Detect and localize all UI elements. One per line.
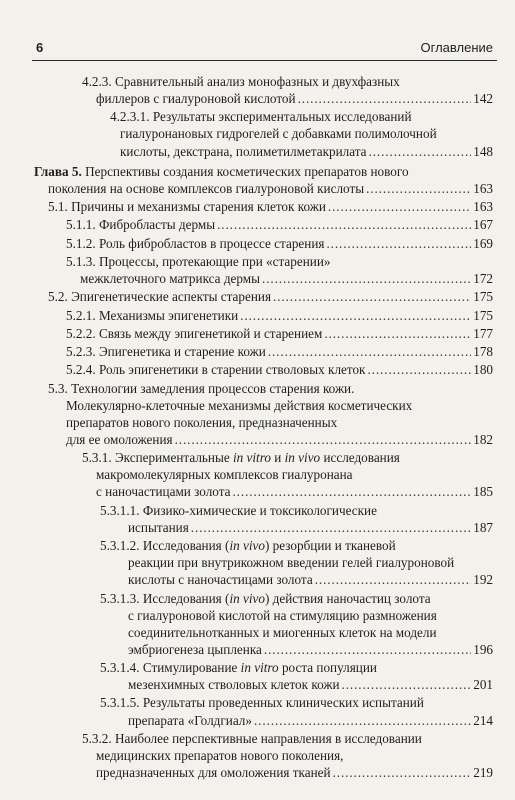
toc-entry-text: 5.1.3. Процессы, протекающие при «старении» xyxy=(66,253,331,269)
toc-entry xyxy=(110,108,493,159)
toc-entry-text: 5.3.1.3. Исследования (in vivo) действия наночастиц золота xyxy=(100,590,431,606)
toc-entry-text: кислоты с наночастицами золота xyxy=(128,572,313,588)
toc-entry-text: с гиалуроновой кислотой на стимуляцию размножения xyxy=(128,607,437,623)
toc-entry-text: 5.3.1.1. Физико-химические и токсикологические xyxy=(100,502,377,518)
dot-leader xyxy=(326,235,471,252)
toc-page-number: 187 xyxy=(473,519,493,535)
toc-entry-text: 5.1. Причины и механизмы старения клеток кожи xyxy=(48,199,326,215)
toc-entry xyxy=(100,502,493,536)
toc-entry xyxy=(66,235,493,252)
toc-entry-text: 5.3.1. Экспериментальные in vitro и in vivo исследования xyxy=(82,450,400,466)
toc-entry xyxy=(66,216,493,233)
toc-entry xyxy=(100,659,493,693)
toc-entry xyxy=(48,198,493,215)
dot-leader xyxy=(232,483,471,500)
toc-entry-text: 5.2.2. Связь между эпигенетикой и старением xyxy=(66,325,323,341)
toc-entry xyxy=(66,253,493,287)
toc-page-number: 163 xyxy=(473,180,493,196)
dot-leader xyxy=(369,143,472,160)
toc-page-number: 196 xyxy=(473,641,493,657)
running-title: Оглавление xyxy=(420,40,493,55)
toc-entry-text: 4.2.3. Сравнительный анализ монофазных и двухфазных xyxy=(82,74,400,89)
toc-entry-text: испытания xyxy=(128,519,189,535)
toc-entry-text: 5.3.1.2. Исследования (in vivo) резорбции и тканевой xyxy=(100,538,396,554)
toc-entry xyxy=(66,343,493,360)
toc-entry-text: 5.3.1.5. Результаты проведенных клинических испытаний xyxy=(100,695,424,711)
toc-entry-text: гиалуронановых гидрогелей с добавками полимолочной xyxy=(120,126,437,142)
toc-page-number: 167 xyxy=(473,217,493,233)
dot-leader xyxy=(217,216,471,233)
toc-entry-text: макромолекулярных комплексов гиалуронана xyxy=(96,467,353,483)
toc-entry-text: 5.3.1.4. Стимулирование in vitro роста популяции xyxy=(100,660,377,676)
toc-entry-text: Перспективы создания косметических препаратов нового xyxy=(81,163,409,179)
toc-entry xyxy=(66,361,493,378)
dot-leader xyxy=(254,712,471,729)
toc-page-number: 185 xyxy=(473,484,493,500)
header-rule xyxy=(32,60,497,61)
toc-page-number: 148 xyxy=(473,143,493,159)
toc-entry-text: мезенхимных стволовых клеток кожи xyxy=(128,677,340,693)
page-number: 6 xyxy=(36,40,44,55)
toc-entry-text: 5.3.2. Наиболее перспективные направления в исследовании xyxy=(82,730,422,746)
dot-leader xyxy=(315,571,472,588)
toc-entry-text: 5.3. Технологии замедления процессов старения кожи. xyxy=(48,380,355,396)
toc-page-number: 192 xyxy=(473,572,493,588)
toc-entry xyxy=(48,288,493,305)
toc-entry-text: реакции при внутрикожном введении гелей гиалуроновой xyxy=(128,555,455,571)
toc-entry xyxy=(48,380,493,448)
dot-leader xyxy=(324,325,471,342)
toc-entry-text: 5.2.1. Механизмы эпигенетики xyxy=(66,307,239,323)
toc-entry xyxy=(82,73,493,107)
dot-leader xyxy=(264,641,471,658)
toc-page-number: 163 xyxy=(473,199,493,215)
toc-entry xyxy=(66,307,493,324)
toc-entry xyxy=(100,694,493,728)
toc-entry-text: соединительнотканных и миогенных клеток на модели xyxy=(128,624,437,640)
toc-page-number: 219 xyxy=(473,765,493,781)
dot-leader xyxy=(342,676,472,693)
toc-page-number: 142 xyxy=(473,91,493,107)
toc-entry-text: предназначенных для омоложения тканей xyxy=(96,765,331,781)
dot-leader xyxy=(333,764,472,781)
toc-entry-text: препарата «Голдгиал» xyxy=(128,712,252,728)
toc-entry-text: межклеточного матрикса дермы xyxy=(80,270,260,286)
toc-entry-text: для ее омоложения xyxy=(66,431,173,447)
toc-entry-text: с наночастицами золота xyxy=(96,484,231,500)
toc-entry-text: 5.1.1. Фибробласты дермы xyxy=(66,217,216,233)
toc-page-number: 172 xyxy=(473,270,493,286)
toc-entry-text: филлеров с гиалуроновой кислотой xyxy=(96,91,296,107)
dot-leader xyxy=(366,180,471,197)
toc-entry-text: медицинских препаратов нового поколения, xyxy=(96,747,344,763)
toc-page-number: 169 xyxy=(473,235,493,251)
dot-leader xyxy=(298,90,472,107)
toc-entry-text: препаратов нового поколения, предназначенных xyxy=(66,414,338,430)
dot-leader xyxy=(262,270,471,287)
toc-chapter-entry xyxy=(34,163,493,197)
dot-leader xyxy=(328,198,471,215)
toc-page-number: 178 xyxy=(473,344,493,360)
toc-entry-text: 5.2.4. Роль эпигенетики в старении стволовых клеток xyxy=(66,362,366,378)
toc-entry-text: поколения на основе комплексов гиалуроновой кислоты xyxy=(48,180,365,196)
toc-entry-text: Молекулярно-клеточные механизмы действия косметических xyxy=(66,397,413,413)
toc-page-number: 175 xyxy=(473,289,493,305)
toc-page-number: 182 xyxy=(473,431,493,447)
dot-leader xyxy=(191,519,471,536)
toc-page-number: 214 xyxy=(473,712,493,728)
toc-page-number: 177 xyxy=(473,325,493,341)
toc-entry-text: кислоты, декстрана, полиметилметакрилата xyxy=(120,143,367,159)
dot-leader xyxy=(273,288,471,305)
toc-entry-text: 4.2.3.1. Результаты экспериментальных исследований xyxy=(110,109,412,125)
table-of-contents xyxy=(34,73,493,782)
dot-leader xyxy=(367,361,471,378)
toc-entry-text: 5.2. Эпигенетические аспекты старения xyxy=(48,289,272,305)
dot-leader xyxy=(240,307,471,324)
toc-entry xyxy=(100,590,493,658)
toc-page-number: 175 xyxy=(473,307,493,323)
toc-entry xyxy=(66,325,493,342)
dot-leader xyxy=(268,343,471,360)
toc-entry xyxy=(82,730,493,781)
toc-entry-text: эмбриогенеза цыпленка xyxy=(128,641,262,657)
toc-page-number: 180 xyxy=(473,362,493,378)
toc-page-number: 201 xyxy=(473,677,493,693)
dot-leader xyxy=(175,431,472,448)
toc-entry-text: 5.2.3. Эпигенетика и старение кожи xyxy=(66,344,266,360)
toc-entry-text: 5.1.2. Роль фибробластов в процессе старения xyxy=(66,235,325,251)
toc-entry xyxy=(82,449,493,500)
toc-entry xyxy=(100,537,493,588)
chapter-label: Глава 5. xyxy=(34,163,82,179)
